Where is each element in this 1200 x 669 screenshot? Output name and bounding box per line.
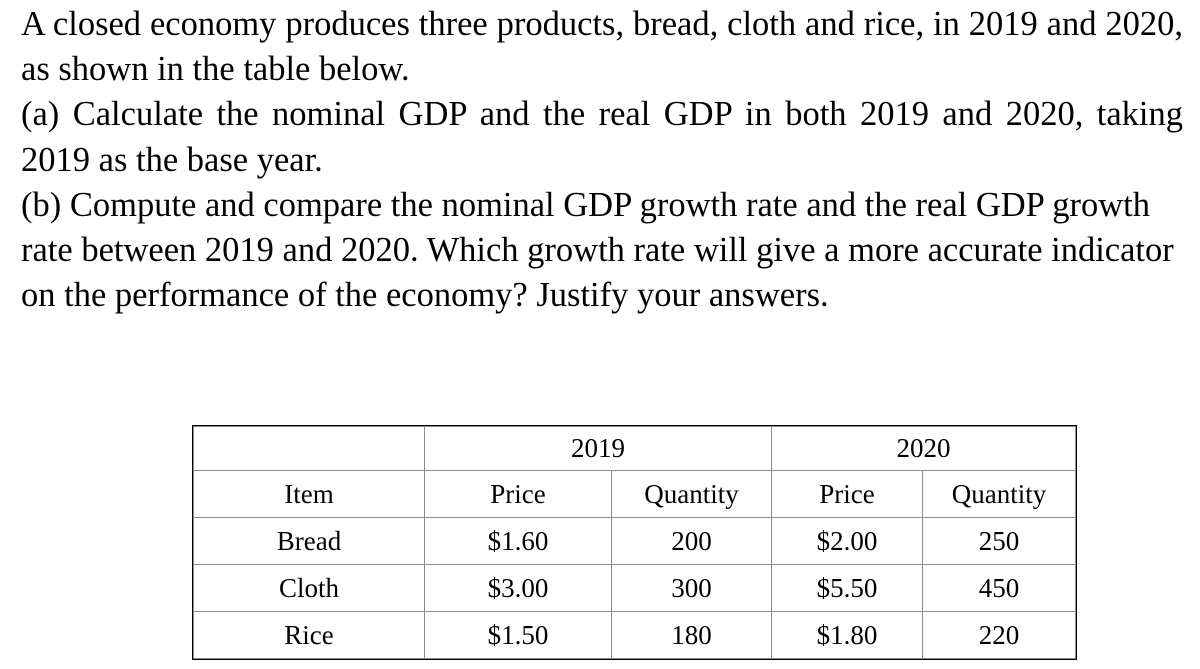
question-text	[21, 2, 1183, 318]
price-2020-cell: $2.00	[772, 518, 923, 565]
year-2020-header: 2020	[772, 427, 1076, 471]
price-2019-header: Price	[425, 471, 612, 518]
quantity-2020-cell: 450	[923, 565, 1076, 612]
price-2019-cell: $3.00	[425, 565, 612, 612]
table-row-bread	[194, 518, 1076, 565]
table-row-cloth	[194, 565, 1076, 612]
year-header-row	[194, 427, 1076, 471]
empty-header-cell	[194, 427, 425, 471]
item-cell: Rice	[194, 612, 425, 659]
price-2020-header: Price	[772, 471, 923, 518]
question-intro: A closed economy produces three products, bread, cloth and rice, in 2019 and 2020, as shown in the table below.	[21, 5, 1183, 89]
price-2019-cell: $1.50	[425, 612, 612, 659]
year-2019-header: 2019	[425, 427, 772, 471]
quantity-2019-cell: 300	[612, 565, 772, 612]
price-2019-cell: $1.60	[425, 518, 612, 565]
column-header-row	[194, 471, 1076, 518]
quantity-2019-cell: 180	[612, 612, 772, 659]
item-cell: Cloth	[194, 565, 425, 612]
quantity-2019-cell: 200	[612, 518, 772, 565]
price-2020-cell: $5.50	[772, 565, 923, 612]
quantity-2020-cell: 220	[923, 612, 1076, 659]
price-2020-cell: $1.80	[772, 612, 923, 659]
gdp-data-table	[193, 426, 1076, 659]
quantity-2019-header: Quantity	[612, 471, 772, 518]
quantity-2020-header: Quantity	[923, 471, 1076, 518]
item-cell: Bread	[194, 518, 425, 565]
item-header: Item	[194, 471, 425, 518]
question-part-a: (a) Calculate the nominal GDP and the real GDP in both 2019 and 2020, taking 2019 as the base year.	[21, 95, 1183, 179]
question-part-b: (b) Compute and compare the nominal GDP growth rate and the real GDP growth rate between 2019 and 2020. Which growth rate will give a more accurate indicator on the performance of the economy? Justify your answers.	[21, 185, 1174, 315]
table-row-rice	[194, 612, 1076, 659]
quantity-2020-cell: 250	[923, 518, 1076, 565]
